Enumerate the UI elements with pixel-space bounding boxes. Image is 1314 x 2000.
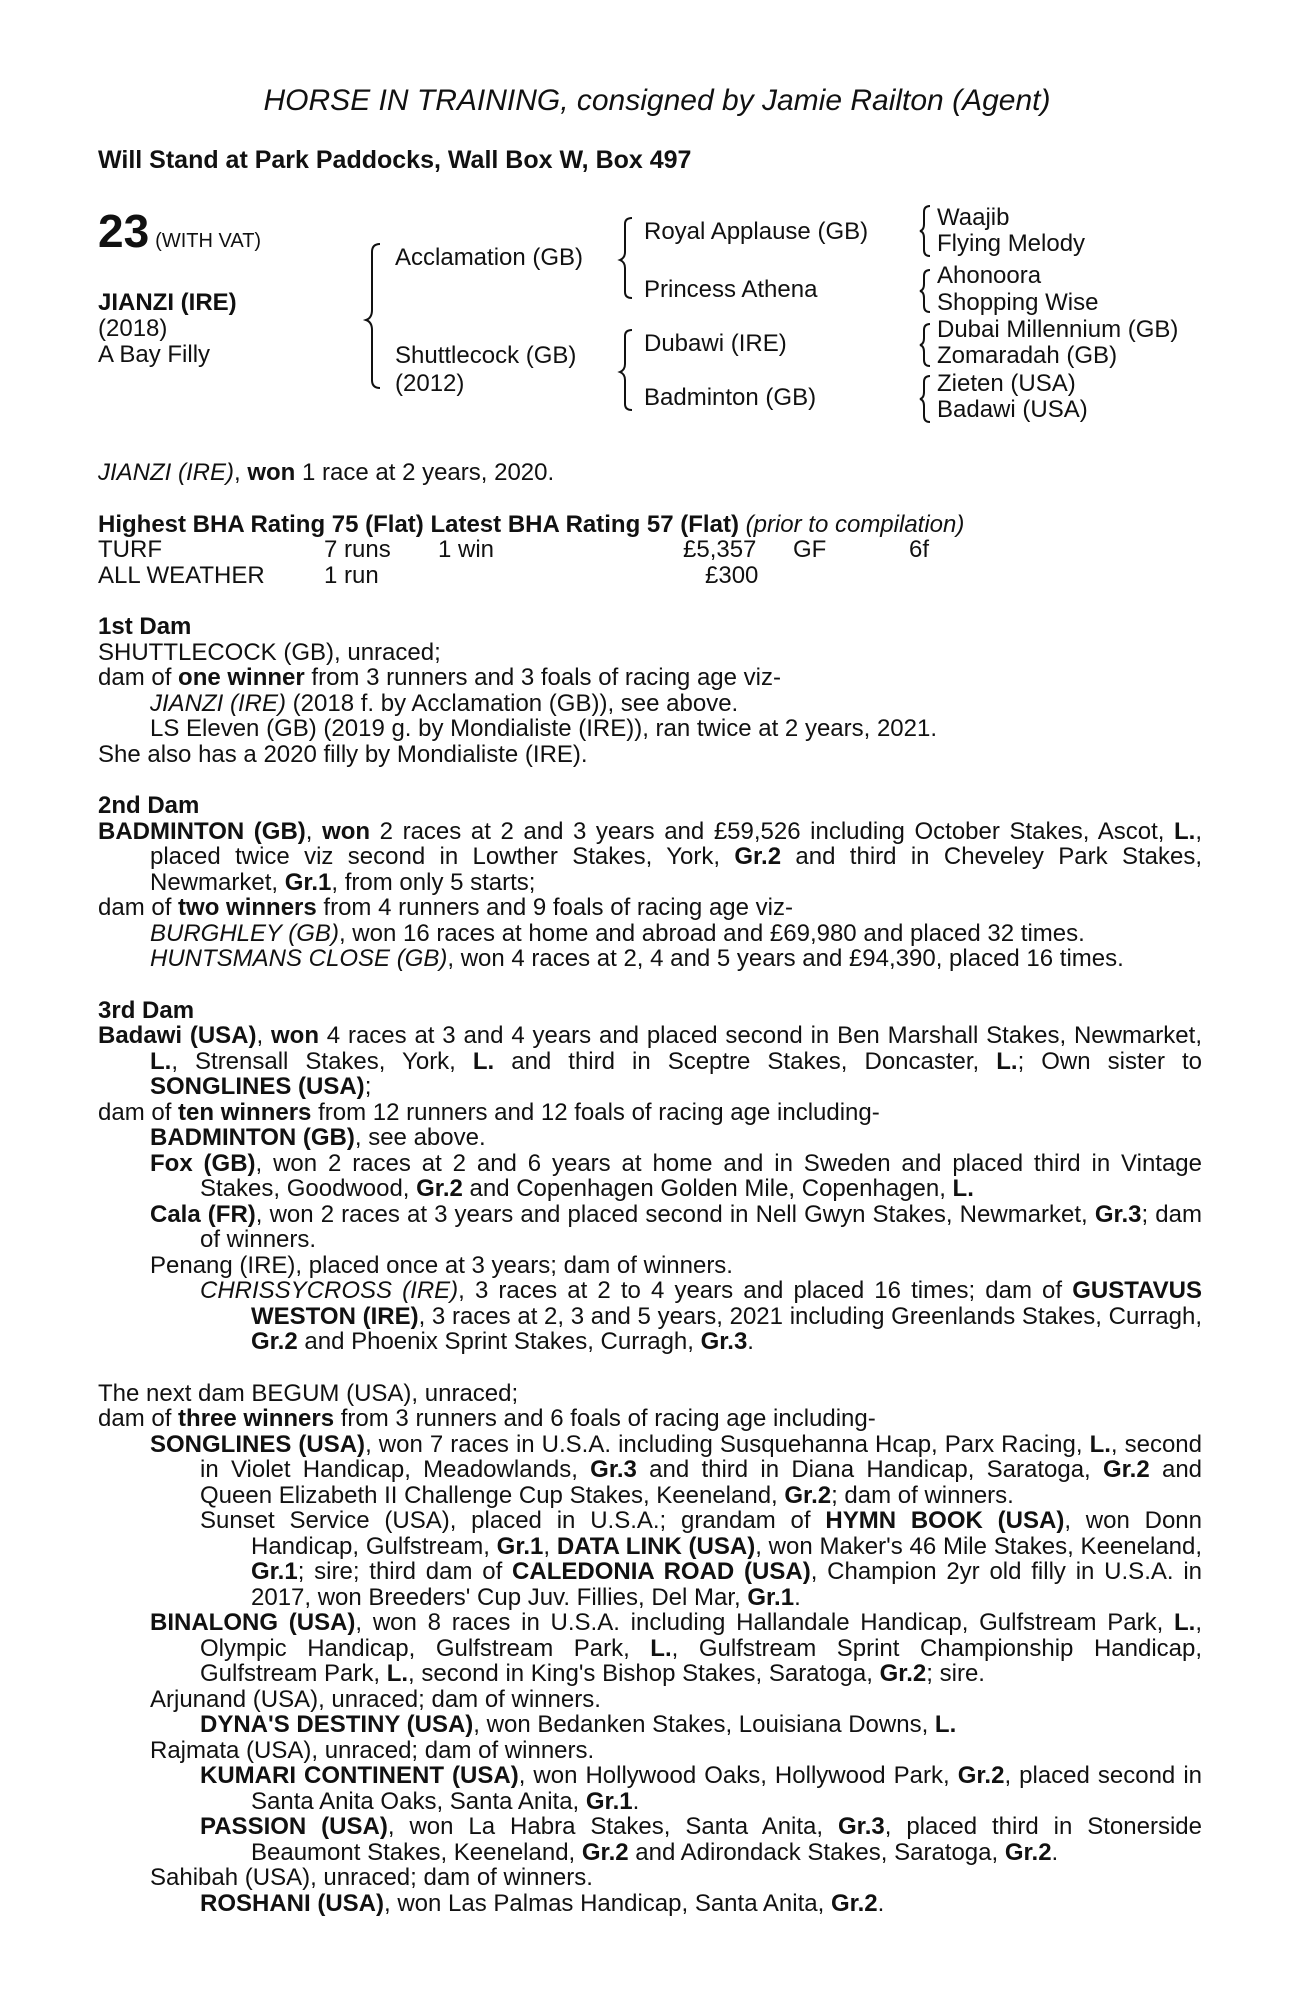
pedigree-g3-6: Zomaradah (GB) xyxy=(937,342,1118,369)
produce-item: PASSION (USA), won La Habra Stakes, Santa Anita, Gr.3, placed third in Stonerside Beaumont Stakes, Keeneland, Gr.2 and Adirondack Stakes, Saratoga, Gr.2. xyxy=(200,1813,1202,1866)
produce-item: Penang (IRE), placed once at 3 years; dam of winners. xyxy=(150,1251,733,1279)
lot-number: 23 xyxy=(98,205,150,257)
third-dam-produce: dam of ten winners from 12 runners and 12 foals of racing age including- xyxy=(98,1098,880,1126)
produce-item: ROSHANI (USA), won Las Palmas Handicap, Santa Anita, Gr.2. xyxy=(200,1889,885,1917)
pedigree-dam-sire: Dubawi (IRE) xyxy=(644,330,787,357)
second-dam-record: BADMINTON (GB), won 2 races at 2 and 3 years and £59,526 including October Stakes, Ascot, L., placed twice viz second in Lowther Stakes, York, Gr.2 and third in Cheveley Park Stakes, Newmarket, Gr.1, from only 5 starts; xyxy=(98,817,1203,896)
pedigree-sire-sire: Royal Applause (GB) xyxy=(644,218,869,245)
horse-description: A Bay Filly xyxy=(98,341,211,368)
first-dam-heading: 1st Dam xyxy=(98,613,192,640)
rating-line: Highest BHA Rating 75 (Flat) Latest BHA Rating 57 (Flat) (prior to compilation) xyxy=(98,510,965,538)
next-dam-produce: dam of three winners from 3 runners and 6 foals of racing age including- xyxy=(98,1405,876,1432)
pedigree-g3-4: Shopping Wise xyxy=(937,289,1099,316)
second-dam-produce: dam of two winners from 4 runners and 9 foals of racing age viz- xyxy=(98,894,793,921)
produce-item: Sahibah (USA), unraced; dam of winners. xyxy=(150,1864,593,1891)
produce-item: BINALONG (USA), won 8 races in U.S.A. including Hallandale Handicap, Gulfstream Park, L., Olympic Handicap, Gulfstream Park, L., Gulfstream Sprint Championship Handicap, Gulfstream Park, L., second in King's Bishop Stakes, Saratoga, Gr.2; sire. xyxy=(150,1609,1203,1687)
produce-item: CHRISSYCROSS (IRE), 3 races at 2 to 4 years and placed 16 times; dam of GUSTAVUS WESTON (IRE), 3 races at 2, 3 and 5 years, 2021 including Greenlands Stakes, Curragh, Gr.2 and Phoenix Sprint Stakes, Curragh, Gr.3. xyxy=(200,1277,1202,1355)
pedigree-sire: Acclamation (GB) xyxy=(395,244,584,271)
pedigree-g3-8: Badawi (USA) xyxy=(937,396,1088,423)
third-dam-record: Badawi (USA), won 4 races at 3 and 4 years and placed second in Ben Marshall Stakes, Newmarket, L., Strensall Stakes, York, L. and third in Sceptre Stakes, Doncaster, L.; Own sister to SONGLINES (USA); xyxy=(98,1022,1202,1100)
produce-item: Rajmata (USA), unraced; dam of winners. xyxy=(150,1736,595,1764)
produce-item: Cala (FR), won 2 races at 3 years and placed second in Nell Gwyn Stakes, Newmarket, Gr.3; dam of winners. xyxy=(150,1200,1202,1253)
pedigree-sire-dam: Princess Athena xyxy=(644,276,818,303)
produce-item: JIANZI (IRE) (2018 f. by Acclamation (GB)), see above. xyxy=(150,689,739,717)
pedigree-g3-1: Waajib xyxy=(937,204,1010,231)
vat-note: (WITH VAT) xyxy=(155,230,262,252)
produce-item: Fox (GB), won 2 races at 2 and 6 years at home and in Sweden and placed third in Vintage Stakes, Goodwood, Gr.2 and Copenhagen Golden Mile, Copenhagen, L. xyxy=(150,1149,1202,1202)
table-row: ALL WEATHER 1 run £300 xyxy=(98,561,759,589)
produce-item: DYNA'S DESTINY (USA), won Bedanken Stakes, Louisiana Downs, L. xyxy=(200,1711,957,1738)
horse-name: JIANZI (IRE) xyxy=(98,289,237,316)
page-title: HORSE IN TRAINING, consigned by Jamie Railton (Agent) xyxy=(263,84,1051,117)
stand-location: Will Stand at Park Paddocks, Wall Box W, Box 497 xyxy=(98,146,692,174)
racing-stats-table xyxy=(98,537,929,588)
first-dam-line: SHUTTLECOCK (GB), unraced; xyxy=(98,638,441,666)
produce-item: SONGLINES (USA), won 7 races in U.S.A. including Susquehanna Hcap, Parx Racing, L., second in Violet Handicap, Meadowlands, Gr.3 and third in Diana Handicap, Saratoga, Gr.2 and Queen Elizabeth II Challenge Cup Stakes, Keeneland, Gr.2; dam of winners. xyxy=(150,1430,1203,1509)
summary-line: JIANZI (IRE), won 1 race at 2 years, 2020. xyxy=(98,459,555,486)
second-dam-heading: 2nd Dam xyxy=(98,792,200,819)
pedigree-g3-5: Dubai Millennium (GB) xyxy=(937,316,1179,343)
pedigree-dam-year: (2012) xyxy=(395,370,465,397)
race-record-body xyxy=(98,460,1202,1916)
pedigree-g3-7: Zieten (USA) xyxy=(937,370,1076,397)
pedigree-dam-dam: Badminton (GB) xyxy=(644,384,817,411)
horse-year: (2018) xyxy=(98,315,168,342)
produce-item: Arjunand (USA), unraced; dam of winners. xyxy=(150,1685,601,1713)
first-dam-produce: dam of one winner from 3 runners and 3 foals of racing age viz- xyxy=(98,664,781,691)
produce-item: BURGHLEY (GB), won 16 races at home and abroad and £69,980 and placed 32 times. xyxy=(150,919,1085,947)
produce-item: KUMARI CONTINENT (USA), won Hollywood Oaks, Hollywood Park, Gr.2, placed second in Santa Anita Oaks, Santa Anita, Gr.1. xyxy=(200,1762,1202,1815)
pedigree-g3-3: Ahonoora xyxy=(937,262,1042,289)
table-row: TURF 7 runs 1 win £5,357 GF 6f xyxy=(98,536,930,563)
produce-note: She also has a 2020 filly by Mondialiste (IRE). xyxy=(98,740,588,768)
produce-item: Sunset Service (USA), placed in U.S.A.; grandam of HYMN BOOK (USA), won Donn Handicap, Gulfstream, Gr.1, DATA LINK (USA), won Maker's 46 Mile Stakes, Keeneland, Gr.1; sire; third dam of CALEDONIA ROAD (USA), Champion 2yr old filly in U.S.A. in 2017, won Breeders' Cup Juv. Fillies, Del Mar, Gr.1. xyxy=(200,1507,1203,1611)
pedigree-g3-2: Flying Melody xyxy=(937,230,1086,257)
pedigree-dam: Shuttlecock (GB) xyxy=(395,342,577,369)
third-dam-heading: 3rd Dam xyxy=(98,996,195,1024)
produce-item: BADMINTON (GB), see above. xyxy=(150,1124,486,1151)
next-dam-line: The next dam BEGUM (USA), unraced; xyxy=(98,1379,519,1407)
produce-item: LS Eleven (GB) (2019 g. by Mondialiste (IRE)), ran twice at 2 years, 2021. xyxy=(150,715,938,742)
produce-item: HUNTSMANS CLOSE (GB), won 4 races at 2, 4 and 5 years and £94,390, placed 16 times. xyxy=(150,945,1124,972)
